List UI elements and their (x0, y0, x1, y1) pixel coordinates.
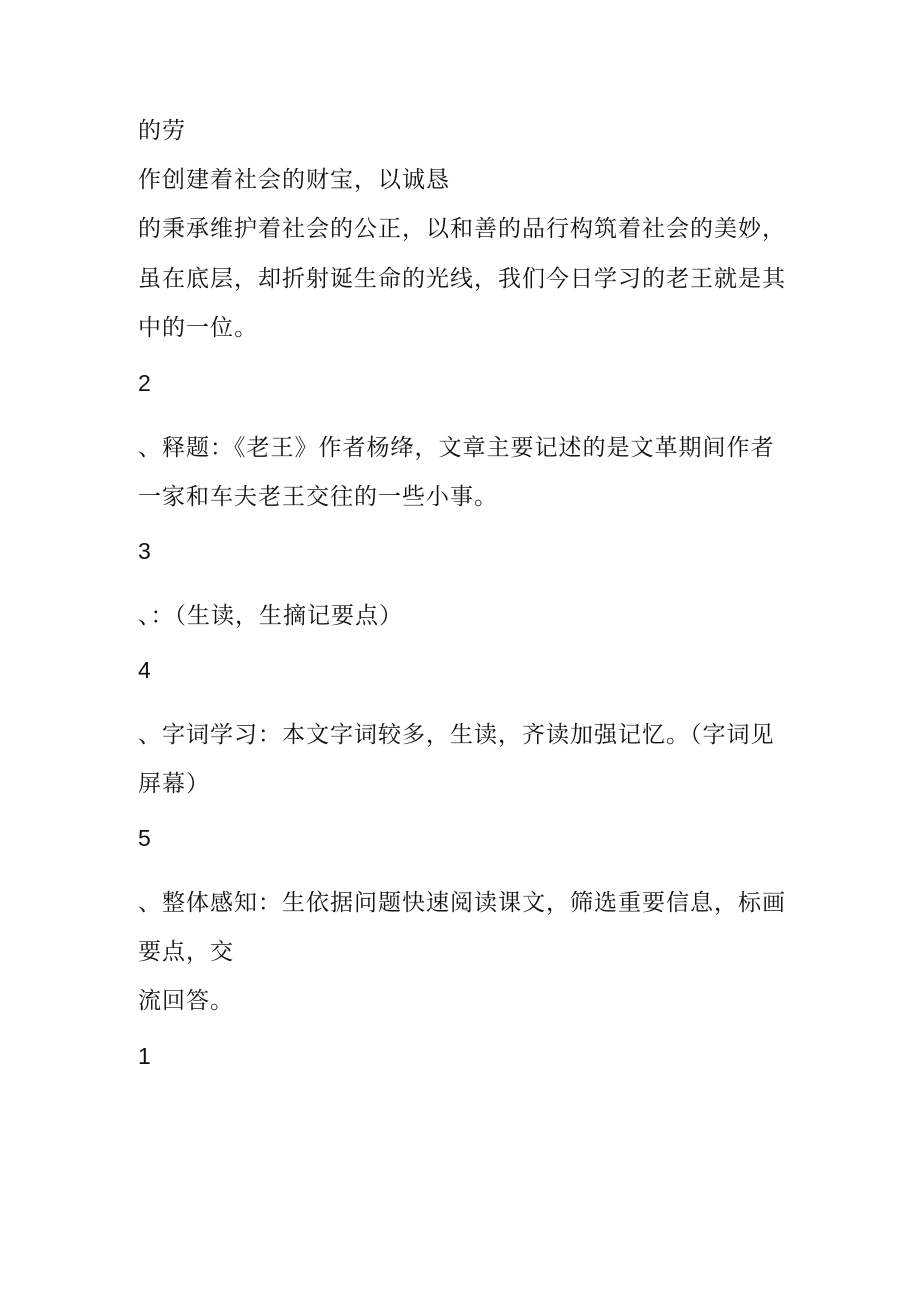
text-line: 虽在底层，却折射诞生命的光线，我们今日学习的老王就是其 (138, 266, 786, 292)
text-line: 作创建着社会的财宝，以诚恳 (138, 167, 450, 193)
text-line: 、整体感知：生依据问题快速阅读课文，筛选重要信息，标画 (138, 890, 786, 916)
section-number: 5 (138, 825, 151, 851)
section-number: 3 (138, 538, 151, 564)
text-line: 流回答。 (138, 988, 234, 1014)
text-line: 一家和车夫老王交往的一些小事。 (138, 484, 498, 510)
section-number: 4 (138, 657, 151, 683)
text-line: 的秉承维护着社会的公正，以和善的品行构筑着社会的美妙， (138, 216, 786, 242)
text-line: 中的一位。 (138, 315, 258, 341)
text-line: 、：（生读，生摘记要点） (138, 603, 403, 629)
text-line: 的劳 (138, 118, 186, 144)
text-line: 要点，交 (138, 939, 234, 965)
text-line: 、字词学习：本文字词较多，生读，齐读加强记忆。（字词见 (138, 722, 775, 748)
section-number: 2 (138, 370, 151, 396)
section-number: 1 (138, 1043, 151, 1069)
text-line: 屏幕） (138, 771, 210, 797)
text-line: 、释题：《老王》作者杨绛，文章主要记述的是文革期间作者 (138, 435, 775, 461)
